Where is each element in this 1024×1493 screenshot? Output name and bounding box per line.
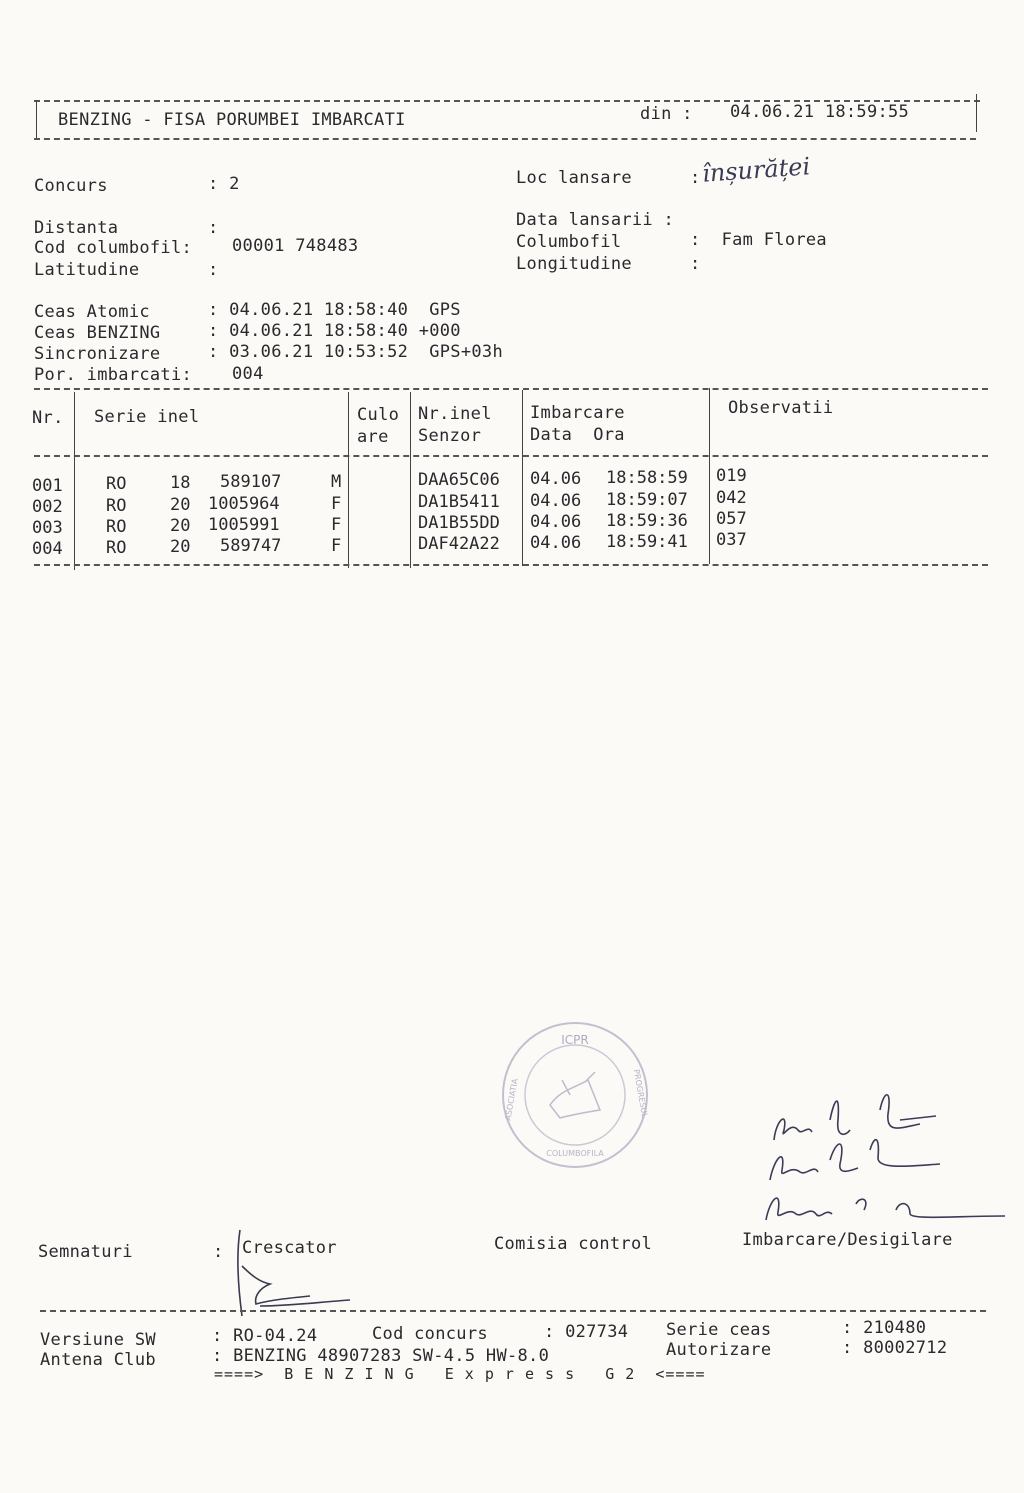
- autorizare-label: Autorizare: [666, 1340, 772, 1360]
- col-sep-3: [410, 392, 411, 568]
- row-date: 04.06: [530, 469, 582, 489]
- versiune-value: : RO-04.24: [212, 1326, 318, 1346]
- ceas-atomic-value: : 04.06.21 18:58:40 GPS: [208, 300, 461, 320]
- print-date-value: 04.06.21 18:59:55: [730, 102, 910, 122]
- row-ring: 589107: [220, 472, 282, 492]
- cod-columbofil-label: Cod columbofil:: [34, 238, 193, 258]
- club-stamp: [500, 1020, 650, 1170]
- row-nr: 003: [32, 518, 63, 538]
- table-top-rule: [34, 388, 988, 390]
- row-ring: 1005991: [208, 515, 280, 535]
- col-header-nrinel: Nr.inel: [418, 404, 492, 424]
- crescator-label: Crescator: [242, 1238, 337, 1258]
- col-header-serie: Serie inel: [94, 407, 200, 427]
- row-sensor: DAA65C06: [418, 470, 500, 490]
- loc-lansare-label: Loc lansare: [516, 168, 632, 188]
- ceas-benzing-label: Ceas BENZING: [34, 323, 161, 343]
- row-sensor: DA1B5411: [418, 492, 500, 512]
- comisia-label: Comisia control: [494, 1234, 653, 1254]
- imbarcare-label: Imbarcare/Desigilare: [742, 1230, 953, 1250]
- row-obs: 019: [716, 466, 747, 486]
- header-right-border: [976, 94, 977, 132]
- print-date-label: din :: [640, 104, 693, 124]
- row-date: 04.06: [530, 533, 582, 553]
- row-ring: 1005964: [208, 494, 280, 514]
- stamp-text-bottom: COLUMBOFILA: [546, 1149, 604, 1158]
- stamp-text-left: ASOCIATIA: [503, 1077, 520, 1122]
- row-year: 20: [170, 495, 191, 515]
- benzing-banner: ====> B E N Z I N G E x p r e s s G 2 <====: [214, 1365, 706, 1383]
- document-title: BENZING - FISA PORUMBEI IMBARCATI: [58, 110, 406, 130]
- stamp-text-right: PROGRESUL: [631, 1068, 650, 1119]
- row-time: 18:59:07: [606, 490, 688, 510]
- por-imbarcati-label: Por. imbarcati:: [34, 365, 193, 385]
- stamp-text-top: ICPR: [561, 1033, 589, 1047]
- row-sex: F: [331, 536, 342, 556]
- antena-label: Antena Club: [40, 1350, 156, 1370]
- col-header-culo-2: are: [357, 427, 389, 447]
- signatures-colon: :: [213, 1242, 224, 1262]
- antena-value: : BENZING 48907283 SW-4.5 HW-8.0: [212, 1346, 550, 1366]
- row-year: 20: [170, 516, 191, 536]
- row-sensor: DA1B55DD: [418, 513, 500, 533]
- autorizare-value: : 80002712: [842, 1338, 948, 1358]
- concurs-label: Concurs: [34, 176, 108, 196]
- col-header-imbarcare-2: Data Ora: [530, 425, 625, 445]
- loc-lansare-colon: :: [690, 168, 701, 188]
- row-country: RO: [106, 496, 127, 516]
- row-sex: M: [331, 472, 342, 492]
- ceas-atomic-label: Ceas Atomic: [34, 302, 150, 322]
- por-imbarcati-value: 004: [232, 364, 264, 384]
- data-lansarii-label: Data lansarii :: [516, 210, 675, 230]
- table-bottom-rule: [34, 564, 988, 566]
- commission-signatures: [760, 1080, 1020, 1230]
- signatures-label: Semnaturi: [38, 1242, 133, 1262]
- concurs-value: : 2: [208, 174, 240, 194]
- col-header-imbarcare: Imbarcare: [530, 403, 625, 423]
- serie-ceas-label: Serie ceas: [666, 1320, 772, 1340]
- row-ring: 589747: [220, 536, 282, 556]
- header-left-border: [36, 100, 37, 138]
- row-sensor: DAF42A22: [418, 534, 500, 554]
- ceas-benzing-value: : 04.06.21 18:58:40 +000: [208, 321, 461, 341]
- header-bottom-rule: [34, 138, 976, 140]
- col-sep-2: [348, 392, 349, 568]
- longitudine-value: :: [690, 254, 701, 274]
- loc-lansare-handwritten: înșurăței: [701, 152, 812, 188]
- row-obs: 057: [716, 509, 747, 529]
- cod-concurs-label: Cod concurs: [372, 1324, 488, 1344]
- sincronizare-value: : 03.06.21 10:53:52 GPS+03h: [208, 342, 503, 362]
- latitudine-label: Latitudine: [34, 260, 140, 280]
- row-nr: 001: [32, 476, 63, 496]
- longitudine-label: Longitudine: [516, 254, 632, 274]
- row-sex: F: [331, 515, 342, 535]
- row-country: RO: [106, 538, 127, 558]
- distanta-value: :: [208, 218, 219, 238]
- col-sep-1: [74, 392, 75, 570]
- col-sep-5: [709, 388, 710, 564]
- row-year: 20: [170, 537, 191, 557]
- row-country: RO: [106, 474, 127, 494]
- row-date: 04.06: [530, 491, 582, 511]
- cod-concurs-value: : 027734: [544, 1322, 629, 1342]
- distanta-label: Distanta: [34, 218, 119, 238]
- row-time: 18:58:59: [606, 468, 688, 488]
- table-header-rule: [34, 455, 988, 457]
- footer-rule: [40, 1310, 986, 1312]
- row-date: 04.06: [530, 512, 582, 532]
- row-sex: F: [331, 494, 342, 514]
- col-header-nr: Nr.: [32, 408, 64, 428]
- columbofil-value: : Fam Florea: [690, 230, 827, 250]
- row-country: RO: [106, 517, 127, 537]
- row-year: 18: [170, 473, 191, 493]
- row-nr: 004: [32, 539, 63, 559]
- latitudine-value: :: [208, 260, 219, 280]
- col-header-nrinel-2: Senzor: [418, 426, 482, 446]
- cod-columbofil-value: 00001 748483: [232, 236, 359, 256]
- row-obs: 037: [716, 530, 747, 550]
- columbofil-label: Columbofil: [516, 232, 622, 252]
- col-header-observatii: Observatii: [728, 398, 834, 418]
- sincronizare-label: Sincronizare: [34, 344, 161, 364]
- col-sep-4: [522, 390, 523, 566]
- col-header-culo: Culo: [357, 405, 400, 425]
- serie-ceas-value: : 210480: [842, 1318, 927, 1338]
- row-time: 18:59:41: [606, 532, 688, 552]
- stamp-pigeon-icon: [550, 1072, 600, 1118]
- row-obs: 042: [716, 488, 747, 508]
- versiune-label: Versiune SW: [40, 1330, 156, 1350]
- row-nr: 002: [32, 497, 63, 517]
- row-time: 18:59:36: [606, 511, 688, 531]
